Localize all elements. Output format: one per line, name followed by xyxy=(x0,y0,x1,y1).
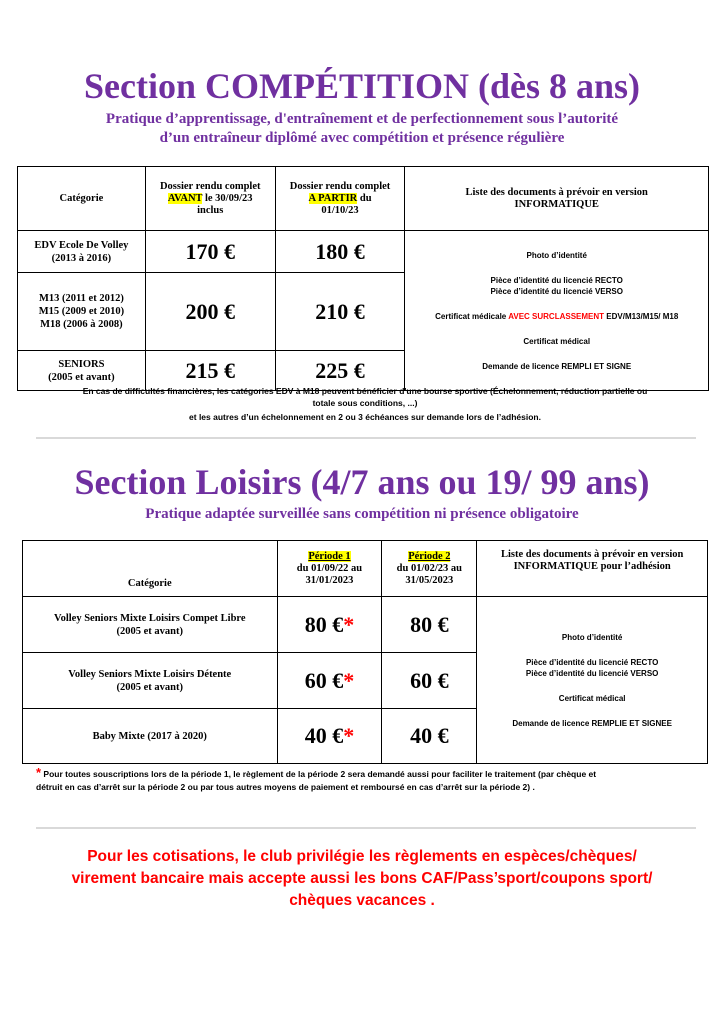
col-after-line1: Dossier rendu complet xyxy=(289,180,391,192)
financial-aid-line2: totale sous conditions, ...) xyxy=(312,398,418,408)
period1-label: Période 1 xyxy=(308,550,351,562)
col-period1-header xyxy=(277,541,382,597)
category-cell xyxy=(23,709,278,764)
financial-aid-note xyxy=(40,385,690,409)
col-docs-line1: Liste des documents à prévoir en version xyxy=(465,186,648,198)
doc-certif-surclassement xyxy=(405,311,708,322)
category-line: (2013 à 2016) xyxy=(51,252,112,264)
category-line: (2005 et avant) xyxy=(116,625,184,637)
col-period2-header xyxy=(382,541,477,597)
col-docs-line2: INFORMATIQUE pour l’adhésion xyxy=(513,561,671,572)
competition-header-row xyxy=(18,167,709,231)
col-after-line3: 01/10/23 xyxy=(321,204,359,216)
avant-highlight: AVANT xyxy=(167,192,203,204)
loisirs-subtitle: Pratique adaptée surveillée sans compétition ni présence obligatoire xyxy=(145,506,579,522)
doc-certif-red: AVEC SURCLASSEMENT xyxy=(508,311,605,321)
payment-line1: Pour les cotisations, le club privilégie les règlements en espèces/chèques/ xyxy=(87,848,637,865)
loisirs-pricing-table xyxy=(22,540,708,764)
table-row xyxy=(23,597,708,653)
category-line: EDV Ecole De Volley xyxy=(34,239,129,251)
col-docs-line1: Liste des documents à prévoir en version xyxy=(500,549,684,560)
asterisk: * xyxy=(36,765,42,780)
payment-line3: chèques vacances . xyxy=(289,892,435,909)
doc-id-verso: Pièce d’identité du licencié VERSO xyxy=(525,668,659,678)
documents-list xyxy=(477,597,708,764)
col-docs-line2: INFORMATIQUE xyxy=(514,198,599,210)
category-line: (2005 et avant) xyxy=(116,681,184,693)
loisirs-title: Section Loisirs (4/7 ans ou 19/ 99 ans) xyxy=(74,462,650,502)
asterisk: * xyxy=(343,723,355,748)
doc-photo: Photo d’identité xyxy=(526,250,587,260)
price-period2: 40 € xyxy=(382,709,477,764)
competition-subtitle xyxy=(0,110,724,148)
col-category-header: Catégorie xyxy=(18,167,146,231)
col-docs-header xyxy=(405,167,709,231)
doc-id-verso: Pièce d’identité du licencié VERSO xyxy=(490,286,623,296)
period2-end: 31/05/2023 xyxy=(405,574,454,586)
category-cell xyxy=(23,653,278,709)
period-payment-note xyxy=(36,766,691,794)
competition-subtitle-line1: Pratique d’apprentissage, d'entraînement et de perfectionnement sous l’autorité xyxy=(105,111,619,127)
period2-label: Période 2 xyxy=(408,550,451,562)
category-line: SENIORS xyxy=(58,358,105,370)
price-before: 170 € xyxy=(145,231,275,273)
payment-line2: virement bancaire mais accepte aussi les bons CAF/Pass’sport/coupons sport/ xyxy=(71,870,653,887)
section-divider xyxy=(36,437,696,439)
col-after-du: du xyxy=(357,192,372,204)
category-line: Volley Seniors Mixte Loisirs Compet Libre xyxy=(53,612,246,624)
financial-aid-line1: En cas de difficultés financières, les catégories EDV à M18 peuvent bénéficier d'une bourse sportive (Échelonnement, réduction partielle ou xyxy=(82,386,648,396)
col-category-header: Catégorie xyxy=(23,541,278,597)
period2-start: du 01/02/23 au xyxy=(396,562,463,574)
price-after: 180 € xyxy=(275,231,405,273)
competition-title: Section COMPÉTITION (dès 8 ans) xyxy=(83,66,641,106)
category-cell xyxy=(18,273,146,351)
doc-licence: Demande de licence REMPLI ET SIGNE xyxy=(482,361,632,371)
doc-id-recto: Pièce d’identité du licencié RECTO xyxy=(525,657,659,667)
price-period2: 60 € xyxy=(382,653,477,709)
a-partir-highlight: A PARTIR xyxy=(308,192,358,204)
period-note-line2: détruit en cas d’arrêt sur la période 2 ou par tous autres moyens de paiement et remboursé en cas d’arrêt sur la période 2) . xyxy=(36,782,535,792)
col-before-line1: Dossier rendu complet xyxy=(159,180,261,192)
competition-pricing-table xyxy=(17,166,709,391)
period-note-line1: * Pour toutes souscriptions lors de la période 1, le règlement de la période 2 sera demandé aussi pour faciliter le traitement (par chèque et xyxy=(36,765,597,780)
price-after: 210 € xyxy=(275,273,405,351)
competition-subtitle-line2: d’un entraîneur diplômé avec compétition et présence régulière xyxy=(159,130,565,146)
category-line: (2005 et avant) xyxy=(48,371,115,383)
col-after-line2 xyxy=(276,193,405,205)
asterisk: * xyxy=(343,667,355,693)
period1-start: du 01/09/22 au xyxy=(296,562,363,574)
price-period1: 80 €* xyxy=(277,597,382,653)
doc-certif-pre: Certificat médicale xyxy=(435,311,509,321)
price-after: 225 € xyxy=(275,351,405,391)
category-cell xyxy=(23,597,278,653)
period1-end: 31/01/2023 xyxy=(305,574,354,586)
table-row xyxy=(18,231,709,273)
price-period2: 80 € xyxy=(382,597,477,653)
category-line: M13 (2011 et 2012) xyxy=(38,293,124,304)
category-line: Baby Mixte (2017 à 2020) xyxy=(92,730,207,742)
doc-certif: Certificat médical xyxy=(558,693,626,703)
price-before: 215 € xyxy=(145,351,275,391)
col-before-line3: inclus xyxy=(197,204,224,216)
category-line: M18 (2006 à 2008) xyxy=(40,319,123,330)
price-period1: 40 €* xyxy=(277,709,382,764)
payment-methods-notice xyxy=(30,846,694,912)
col-before-line2 xyxy=(146,193,275,205)
doc-certif: Certificat médical xyxy=(523,336,591,346)
col-after-header xyxy=(275,167,405,231)
category-line: Volley Seniors Mixte Loisirs Détente xyxy=(68,668,232,680)
col-docs-header xyxy=(477,541,708,597)
col-before-header xyxy=(145,167,275,231)
doc-licence: Demande de licence REMPLIE ET SIGNEE xyxy=(512,718,672,728)
doc-id-recto: Pièce d’identité du licencié RECTO xyxy=(490,275,623,285)
col-before-date: le 30/09/23 xyxy=(202,192,253,204)
section-divider xyxy=(36,827,696,829)
installment-note: et les autres d’un échelonnement en 2 ou 3 échéances sur demande lors de l’adhésion. xyxy=(189,412,541,422)
price-before: 200 € xyxy=(145,273,275,351)
category-line: M15 (2009 et 2010) xyxy=(38,306,125,317)
price-period1: 60 €* xyxy=(277,653,382,709)
doc-photo: Photo d’identité xyxy=(561,632,623,642)
asterisk: * xyxy=(343,611,355,637)
doc-certif-post: EDV/M13/M15/ M18 xyxy=(604,311,679,321)
category-cell xyxy=(18,231,146,273)
loisirs-header-row xyxy=(23,541,708,597)
documents-list xyxy=(405,231,709,391)
